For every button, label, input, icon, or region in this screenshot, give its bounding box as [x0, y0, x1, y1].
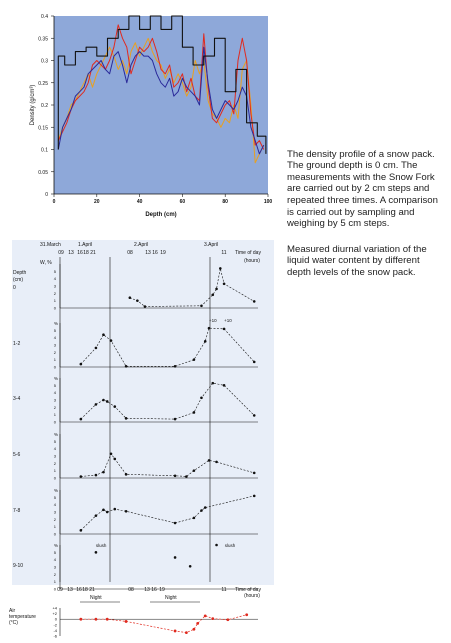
panel-unit: %: [54, 432, 59, 437]
water-data-point: [200, 509, 203, 512]
density-y-tick-label: 0.4: [41, 14, 48, 20]
panel-y-tick-label: 5: [53, 268, 56, 274]
panel-depth-label: 9-10: [13, 563, 24, 569]
density-y-tick-label: 0.15: [38, 125, 48, 132]
panel-y-tick-label: 5: [53, 438, 56, 444]
liquid-water-chart: [0, 232, 280, 643]
panel-y-tick-label: 4: [53, 557, 56, 563]
water-data-point: [95, 347, 98, 350]
water-data-point: [110, 453, 113, 456]
panel-y-tick-label: 1: [53, 357, 56, 363]
panel-y-tick-label: 5: [53, 494, 56, 500]
temp-label: Air: [9, 608, 16, 614]
panel-depth-label: 0: [13, 285, 16, 291]
temp-y-tick-label: -2: [53, 622, 57, 628]
water-data-point: [80, 363, 83, 366]
temp-y-tick-label: +4: [52, 605, 57, 611]
panel-y-tick-label: 0: [53, 364, 56, 370]
water-data-point: [113, 508, 116, 511]
time-label-bottom: 13: [67, 587, 73, 593]
water-data-point: [215, 288, 218, 291]
water-data-point: [106, 400, 109, 403]
time-label-top: (hours): [244, 258, 260, 264]
panel-y-tick-label: 2: [53, 516, 56, 522]
depth-unit: (cm): [13, 277, 23, 283]
density-xlabel: Depth (cm): [145, 212, 177, 218]
water-data-point: [253, 495, 256, 498]
date-label: 1.April: [78, 242, 93, 248]
temp-data-point: [211, 617, 214, 620]
water-data-point: [185, 475, 188, 478]
panel-unit: %: [54, 488, 59, 493]
water-data-point: [129, 296, 132, 299]
time-label-bottom: Time of day: [235, 587, 261, 593]
density-y-tick-label: 0.1: [41, 147, 48, 154]
time-label-bottom: 21: [89, 587, 95, 593]
date-label: 3.April: [204, 242, 219, 248]
panel-y-tick-label: 5: [53, 549, 56, 555]
liquid-plot-background: [12, 240, 274, 585]
time-label-bottom: (hours): [244, 593, 260, 599]
time-label-top: 16: [77, 250, 83, 256]
water-data-point: [174, 475, 177, 478]
panel-y-tick-label: 2: [53, 349, 56, 355]
water-data-point: [193, 411, 196, 414]
temp-data-point: [226, 618, 229, 621]
panel-unit: %: [54, 321, 59, 326]
panel-y-tick-label: 0: [53, 531, 56, 537]
panel-y-tick-label: 3: [53, 509, 56, 515]
panel-unit: %: [54, 543, 59, 548]
water-data-point: [253, 361, 256, 364]
water-data-point: [125, 510, 128, 513]
water-data-point: [253, 472, 256, 475]
water-data-point: [219, 267, 222, 270]
density-y-tick-label: 0.25: [38, 80, 48, 87]
water-data-point: [110, 339, 113, 342]
water-data-point: [95, 474, 98, 477]
density-y-tick-label: 0.3: [41, 58, 48, 65]
temp-data-point: [95, 618, 98, 621]
water-data-point: [208, 459, 211, 462]
temp-data-point: [79, 618, 82, 621]
panel-y-tick-label: 0: [53, 419, 56, 425]
temp-y-tick-label: 0: [54, 616, 57, 622]
night-label: Night: [90, 595, 102, 601]
panel-y-tick-label: 4: [53, 276, 56, 282]
panel-y-tick-label: 3: [53, 283, 56, 289]
panel-y-tick-label: 3: [53, 342, 56, 348]
panel-y-tick-label: 3: [53, 453, 56, 459]
temp-y-tick-label: -6: [53, 633, 57, 639]
density-x-tick-label: 80: [222, 199, 228, 205]
water-data-point: [200, 397, 203, 400]
water-data-point: [113, 405, 116, 408]
time-label-top: Time of day: [235, 250, 261, 256]
time-label-bottom: 13: [144, 587, 150, 593]
panel-annotation: slush: [224, 543, 236, 548]
panel-y-tick-label: 1: [53, 579, 56, 585]
water-data-point: [204, 506, 207, 509]
panel-y-tick-label: 5: [53, 382, 56, 388]
temp-data-point: [204, 614, 207, 617]
water-data-point: [136, 299, 139, 302]
panel-y-tick-label: 1: [53, 298, 56, 304]
water-data-point: [193, 358, 196, 361]
panel-y-tick-label: 2: [53, 290, 56, 296]
panel-y-tick-label: 1: [53, 468, 56, 474]
water-data-point: [80, 418, 83, 421]
air-temperature-panel: [9, 606, 258, 639]
water-data-point: [215, 461, 218, 464]
liquid-water-caption: Measured diurnal variation of the liquid water content by different depth levels of the snow pack.: [287, 243, 427, 278]
panel-y-tick-label: 2: [53, 404, 56, 410]
temp-data-point: [106, 618, 109, 621]
panel-depth-label: 7-8: [13, 508, 21, 514]
density-x-tick-label: 40: [136, 199, 143, 205]
water-data-point: [95, 514, 98, 517]
water-data-point: [174, 418, 177, 421]
water-data-point: [211, 382, 214, 385]
depth-header: Depth: [13, 270, 27, 276]
temp-data-point: [125, 620, 128, 623]
panel-annotation: slush: [95, 543, 107, 548]
density-y-tick-label: 0.2: [41, 103, 48, 109]
time-label-bottom: 11: [221, 587, 227, 593]
water-data-point: [174, 365, 177, 368]
temp-y-tick-label: +2: [52, 611, 57, 617]
panel-unit: %: [54, 376, 59, 381]
panel-y-tick-label: 2: [53, 571, 56, 577]
density-y-tick-label: 0: [45, 192, 48, 198]
water-data-point: [193, 469, 196, 472]
water-data-point: [102, 399, 105, 402]
panel-y-tick-label: 4: [53, 335, 56, 341]
density-y-tick-label: 0.05: [38, 169, 48, 176]
density-x-tick-label: 100: [263, 199, 273, 205]
time-label-bottom: 16: [76, 587, 82, 593]
date-label: 31.March: [40, 242, 61, 248]
temp-label: temperature: [9, 614, 36, 620]
water-data-point: [204, 340, 207, 343]
panel-y-tick-label: 4: [53, 390, 56, 396]
water-data-point: [208, 327, 211, 330]
water-data-point: [102, 471, 105, 474]
density-profile-chart: [14, 0, 273, 232]
time-label-top: 13: [145, 250, 151, 256]
density-x-tick-label: 60: [179, 199, 186, 205]
temp-data-point: [245, 613, 248, 616]
panel-y-tick-label: 5: [53, 327, 56, 333]
water-unit-label: W, %: [40, 260, 52, 266]
water-data-point: [113, 458, 116, 461]
panel-annotation: +10: [224, 318, 232, 323]
temp-curve: [81, 615, 247, 633]
temp-data-point: [174, 630, 177, 633]
water-data-point: [223, 328, 226, 331]
time-label-top: 09: [58, 250, 64, 256]
panel-y-tick-label: 4: [53, 446, 56, 452]
temp-y-tick-label: -4: [53, 627, 57, 633]
panel-depth-label: 1-2: [13, 341, 21, 347]
water-data-point: [174, 522, 177, 525]
panel-y-tick-label: 0: [53, 305, 56, 311]
panel-y-tick-label: 1: [53, 524, 56, 530]
temp-data-point: [193, 628, 196, 631]
time-label-bottom: 16: [151, 587, 157, 593]
density-x-tick-label: 0: [52, 199, 56, 205]
water-data-point: [253, 300, 256, 303]
time-label-top: 11: [221, 250, 227, 256]
water-data-point: [253, 414, 256, 417]
water-data-point: [200, 305, 203, 308]
water-data-point: [193, 517, 196, 520]
water-data-point: [125, 473, 128, 476]
temp-data-point: [196, 622, 199, 625]
water-data-point: [125, 365, 128, 368]
density-ylabel: Density (g/cm³): [30, 84, 36, 126]
density-x-tick-label: 20: [94, 199, 100, 205]
water-data-point: [80, 475, 83, 478]
density-caption: The density profile of a snow pack. The ground depth is 0 cm. The measurements with the Snow Fork are carried out by 2 cm steps and repeated three times. A comparison is carried out by sampling and weighing by 5 cm steps.: [287, 148, 438, 230]
time-label-bottom: 18: [82, 587, 88, 593]
temp-label: (°C): [9, 620, 18, 626]
time-label-bottom: 08: [128, 587, 134, 593]
water-data-point: [144, 305, 147, 308]
temp-data-point: [185, 631, 188, 634]
panel-depth-label: 3-4: [13, 396, 21, 402]
date-label: 2.April: [134, 242, 149, 248]
panel-y-tick-label: 3: [53, 397, 56, 403]
time-label-top: 16: [152, 250, 158, 256]
water-data-point: [223, 283, 226, 286]
time-label-top: 19: [160, 250, 166, 256]
water-data-point: [215, 544, 218, 547]
panel-y-tick-label: 1: [53, 412, 56, 418]
panel-y-tick-label: 0: [53, 475, 56, 481]
panel-y-tick-label: 2: [53, 460, 56, 466]
panel-y-tick-label: 4: [53, 502, 56, 508]
panel-y-tick-label: 3: [53, 564, 56, 570]
time-label-bottom: 09: [57, 587, 63, 593]
time-label-bottom: 19: [159, 587, 165, 593]
water-data-point: [106, 511, 109, 514]
time-label-top: 21: [90, 250, 96, 256]
water-data-point: [189, 565, 192, 568]
water-data-point: [174, 556, 177, 559]
water-data-point: [125, 417, 128, 420]
panel-y-tick-label: 0: [53, 586, 56, 592]
water-data-point: [80, 529, 83, 532]
water-data-point: [211, 294, 214, 297]
density-y-tick-label: 0.35: [38, 36, 48, 43]
panel-annotation: +10: [209, 318, 217, 323]
time-label-top: 18: [83, 250, 89, 256]
water-data-point: [223, 384, 226, 387]
night-label: Night: [165, 595, 177, 601]
water-data-point: [95, 551, 98, 554]
time-label-top: 13: [68, 250, 74, 256]
water-data-point: [102, 509, 105, 512]
water-data-point: [102, 333, 105, 336]
water-data-point: [95, 403, 98, 406]
panel-depth-label: 5-6: [13, 452, 21, 458]
time-label-top: 08: [127, 250, 133, 256]
